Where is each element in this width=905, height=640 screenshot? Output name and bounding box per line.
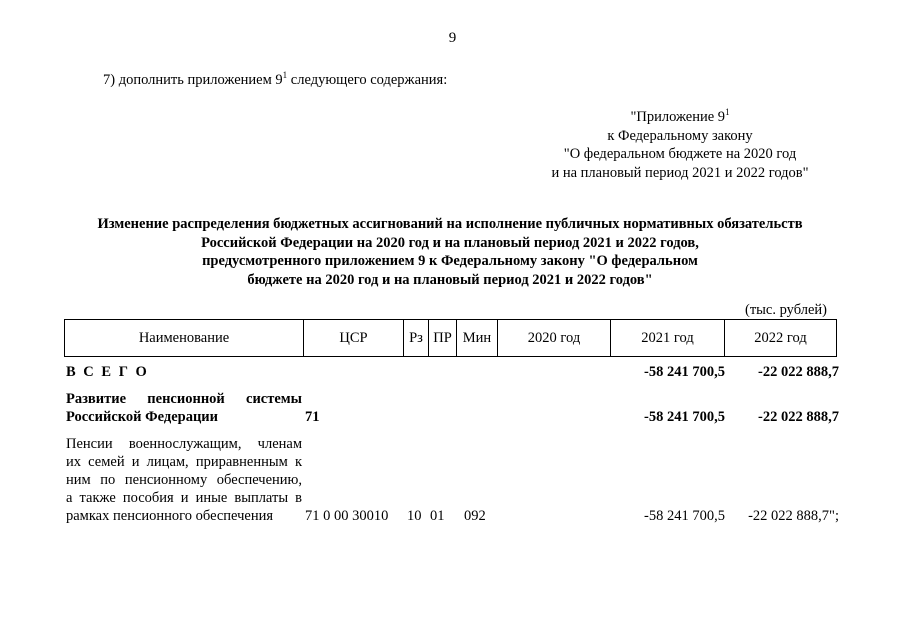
- header-rz: Рз: [403, 319, 429, 357]
- intro-text-after: следующего содержания:: [287, 72, 448, 88]
- program-name-line-1: Развитие пенсионной системы: [66, 391, 302, 407]
- item-name-line-1: Пенсии военнослужащим, членам: [66, 436, 302, 452]
- item-2022: -22 022 888,7";: [748, 508, 839, 524]
- total-2021: -58 241 700,5: [644, 364, 725, 380]
- item-pr: 01: [430, 508, 445, 524]
- appendix-line-3: "О федеральном бюджете на 2020 год: [563, 146, 797, 162]
- header-min: Мин: [456, 319, 498, 357]
- intro-text: 7) дополнить приложением 9: [103, 72, 283, 88]
- header-name: Наименование: [64, 319, 304, 357]
- intro-paragraph: [103, 72, 447, 89]
- appendix-line-1: "Приложение $9^1$: [630, 107, 730, 125]
- item-name-line-2: их семей и лицам, приравненным к: [66, 454, 302, 470]
- item-name-line-5: рамках пенсионного обеспечения: [66, 508, 274, 524]
- total-label: В С Е Г О: [66, 364, 149, 380]
- appendix-line-2: к Федеральному закону: [607, 127, 753, 144]
- program-2022: -22 022 888,7: [758, 409, 839, 425]
- title-line-1: Изменение распределения бюджетных ассигнований на исполнение публичных нормативных обязательств: [97, 216, 803, 232]
- header-pr: ПР: [428, 319, 457, 357]
- item-name-line-3: ним по пенсионному обеспечению,: [66, 472, 302, 488]
- header-2021: 2021 год: [610, 319, 725, 357]
- program-name-line-2: Российской Федерации: [66, 409, 219, 425]
- program-csr: 71: [305, 409, 320, 425]
- header-2022: 2022 год: [724, 319, 837, 357]
- item-csr: 71 0 00 30010: [305, 508, 389, 524]
- title-line-3: предусмотренного приложением 9 к Федеральному закону "О федеральном: [202, 253, 698, 269]
- item-2021: -58 241 700,5: [644, 508, 725, 524]
- unit-label: (тыс. рублей): [745, 302, 827, 318]
- appendix-superscript: 1: [725, 107, 730, 118]
- document-title: [70, 215, 830, 289]
- appendix-line-4: и на плановый период 2021 и 2022 годов": [551, 164, 809, 181]
- intro-superscript: 1: [282, 70, 288, 81]
- title-line-2: Российской Федерации на 2020 год и на плановый период 2021 и 2022 годов,: [201, 234, 699, 251]
- total-2022: -22 022 888,7: [758, 364, 839, 380]
- title-line-4: бюджете на 2020 год и на плановый период 2021 и 2022 годов": [247, 271, 653, 288]
- header-2020: 2020 год: [497, 319, 611, 357]
- item-rz: 10: [407, 508, 422, 524]
- item-min: 092: [464, 508, 486, 524]
- appendix-header: [535, 108, 825, 182]
- program-2021: -58 241 700,5: [644, 409, 725, 425]
- page-number: 9: [448, 30, 457, 46]
- header-csr: ЦСР: [303, 319, 404, 357]
- item-name-line-4: а также пособия и иные выплаты в: [66, 490, 302, 506]
